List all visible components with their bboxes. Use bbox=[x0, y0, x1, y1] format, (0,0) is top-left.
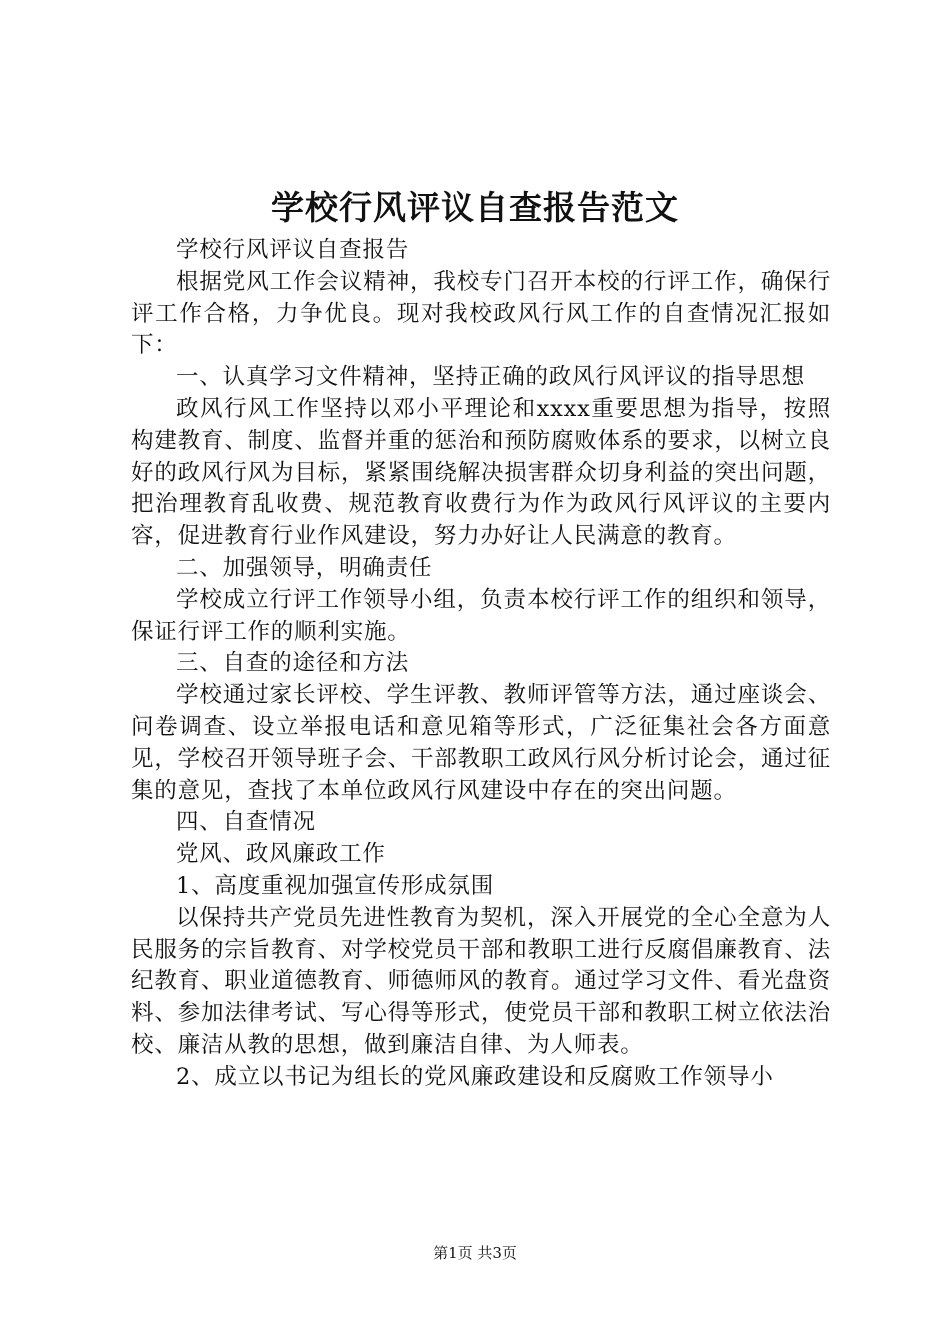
paragraph: 以保持共产党员先进性教育为契机，深入开展党的全心全意为人民服务的宗旨教育、对学校党员干部和教职工进行反腐倡廉教育、法纪教育、职业道德教育、师德师风的教育。通过学习文件、看光盘资料、参加法律考试、写心得等形式，使党员干部和教职工树立依法治校、廉洁从教的思想，做到廉洁自律、为人师表。 bbox=[131, 904, 831, 1058]
paragraph: 政风行风工作坚持以邓小平理论和xxxx重要思想为指导，按照构建教育、制度、监督并重的惩治和预防腐败体系的要求，以树立良好的政风行风为目标，紧紧围绕解决损害群众切身利益的突出问题，把治理教育乱收费、规范教育收费行为作为政风行风评议的主要内容，促进教育行业作风建设，努力办好让人民满意的教育。 bbox=[131, 395, 831, 550]
section-heading: 三、自查的途径和方法 bbox=[176, 650, 410, 677]
paragraph: 学校行风评议自查报告 bbox=[176, 237, 410, 263]
paragraph: 2、成立以书记为组长的党风廉政建设和反腐败工作领导小 bbox=[176, 1063, 774, 1090]
paragraph: 学校通过家长评校、学生评教、教师评管等方法，通过座谈会、问卷调查、设立举报电话和意见箱等形式，广泛征集社会各方面意见，学校召开领导班子会、干部教职工政风行风分析讨论会，通过征集的意见，查找了本单位政风行风建设中存在的突出问题。 bbox=[131, 682, 831, 804]
section-heading: 二、加强领导，明确责任 bbox=[176, 554, 433, 581]
section-heading: 一、认真学习文件精神，坚持正确的政风行风评议的指导思想 bbox=[176, 364, 806, 391]
paragraph: 1、高度重视加强宣传形成氛围 bbox=[176, 872, 495, 899]
document-body bbox=[131, 235, 831, 1094]
paragraph: 学校成立行评工作领导小组，负责本校行评工作的组织和领导，保证行评工作的顺利实施。 bbox=[131, 586, 831, 645]
paragraph: 根据党风工作会议精神，我校专门召开本校的行评工作，确保行评工作合格，力争优良。现对我校政风行风工作的自查情况汇报如下： bbox=[131, 268, 831, 359]
page-footer: 第1页 共3页 bbox=[433, 1244, 517, 1262]
paragraph: 党风、政风廉政工作 bbox=[176, 841, 386, 868]
document-title: 学校行风评议自查报告范文 bbox=[271, 188, 679, 227]
section-heading: 四、自查情况 bbox=[176, 809, 316, 836]
